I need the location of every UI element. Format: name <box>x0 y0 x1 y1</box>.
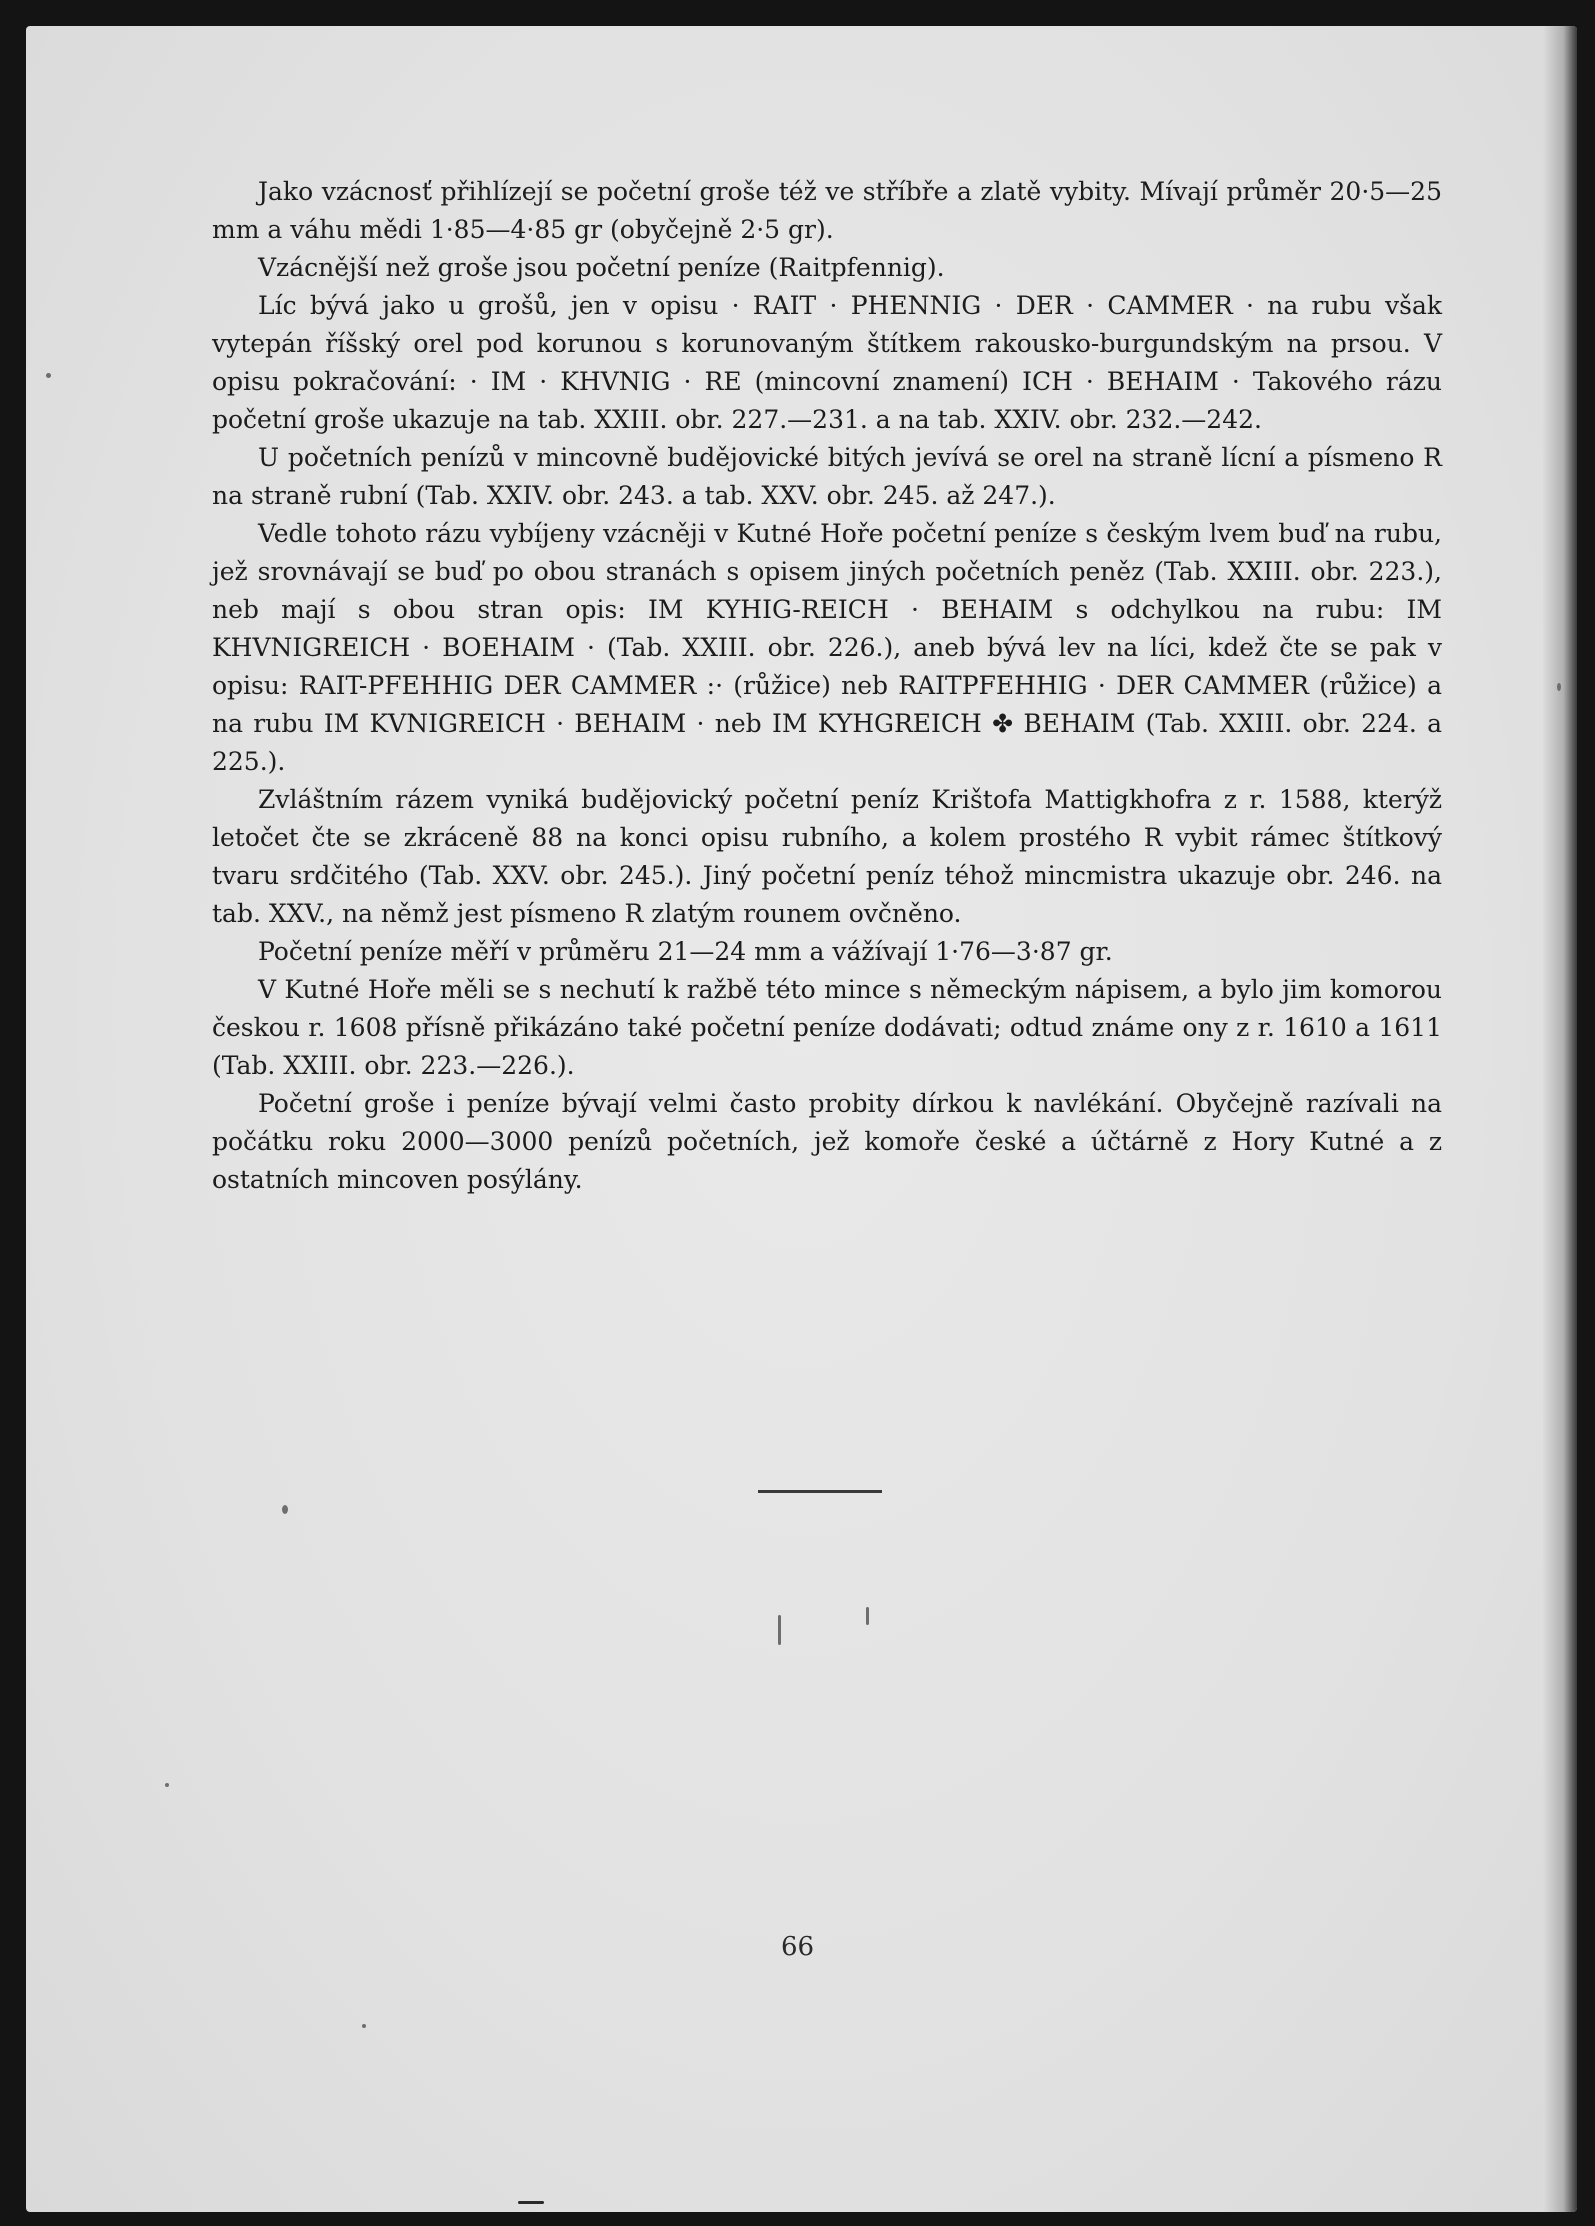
paragraph: Vedle tohoto rázu vybíjeny vzácněji v Kutné Hoře početní peníze s českým lvem buď na rubu, jež srovnávají se buď po obou stranách s opisem jiných početních peněz (Tab. XXIII. obr. 223.), neb mají s obou stran opis: IM KYHIG-REICH · BEHAIM s odchylkou na rubu: IM KHVNIGREICH · BOEHAIM · (Tab. XXIII. obr. 226.), aneb bývá lev na líci, kdež čte se pak v opisu: RAIT-PFEHHIG DER CAMMER :· (růžice) neb RAITPFEHHIG · DER CAMMER (růžice) a na rubu IM KVNIGREICH · BEHAIM · neb IM KYHGREICH ✤ BEHAIM (Tab. XXIII. obr. 224. a 225.). <box>212 519 1442 776</box>
paragraph: Zvláštním rázem vyniká budějovický početní peníz Krištofa Mattigkhofra z r. 1588, kterýž letočet čte se zkráceně 88 na konci opisu rubního, a kolem prostého R vybit rámec štítkový tvaru srdčitého (Tab. XXV. obr. 245.). Jiný početní peníz téhož mincmistra ukazuje obr. 246. na tab. XXV., na němž jest písmeno R zlatým rounem ovčněno. <box>212 785 1442 928</box>
paragraph: Líc bývá jako u grošů, jen v opisu · RAIT · PHENNIG · DER · CAMMER · na rubu však vytepán říšský orel pod korunou s korunovaným štítkem rakousko-burgundským na prsou. V opisu pokračování: · IM · KHVNIG · RE (mincovní znamení) ICH · BEHAIM · Takového rázu početní groše ukazuje na tab. XXIII. obr. 227.—231. a na tab. XXIV. obr. 232.—242. <box>212 291 1442 434</box>
paper-speck <box>778 1615 781 1645</box>
page-body-text <box>212 173 1442 1199</box>
paragraph: Početní groše i peníze bývají velmi často probity dírkou k navlékání. Obyčejně razívali na počátku roku 2000—3000 penízů početních, jež komoře české a účtárně z Hory Kutné a z ostatních mincoven posýlány. <box>212 1089 1442 1194</box>
paper-speck <box>1557 683 1561 691</box>
paragraph: V Kutné Hoře měli se s nechutí k ražbě této mince s německým nápisem, a bylo jim komorou českou r. 1608 přísně přikázáno také početní peníze dodávati; odtud známe ony z r. 1610 a 1611 (Tab. XXIII. obr. 223.—226.). <box>212 975 1442 1080</box>
paragraph: Jako vzácnosť přihlízejí se početní groše též ve stříbře a zlatě vybity. Mívají průměr 20·5—25 mm a váhu mědi 1·85—4·85 gr (obyčejně 2·5 gr). <box>212 177 1442 244</box>
book-spine-shadow <box>1543 26 1577 2212</box>
paper-speck <box>866 1607 869 1625</box>
paper-speck <box>362 2024 366 2028</box>
paper-speck <box>165 1783 169 1787</box>
paragraph: U početních penízů v mincovně budějovické bitých jevívá se orel na straně lícní a písmeno R na straně rubní (Tab. XXIV. obr. 243. a tab. XXV. obr. 245. až 247.). <box>212 443 1442 510</box>
paper-speck <box>518 2201 544 2204</box>
paper-speck <box>46 373 51 378</box>
paper-speck <box>282 1505 288 1514</box>
page-number: 66 <box>780 1932 815 1962</box>
paragraph: Početní peníze měří v průměru 21—24 mm a vážívají 1·76—3·87 gr. <box>258 937 1113 966</box>
section-end-rule <box>758 1490 882 1493</box>
paragraph: Vzácnější než groše jsou početní peníze (Raitpfennig). <box>258 253 945 282</box>
